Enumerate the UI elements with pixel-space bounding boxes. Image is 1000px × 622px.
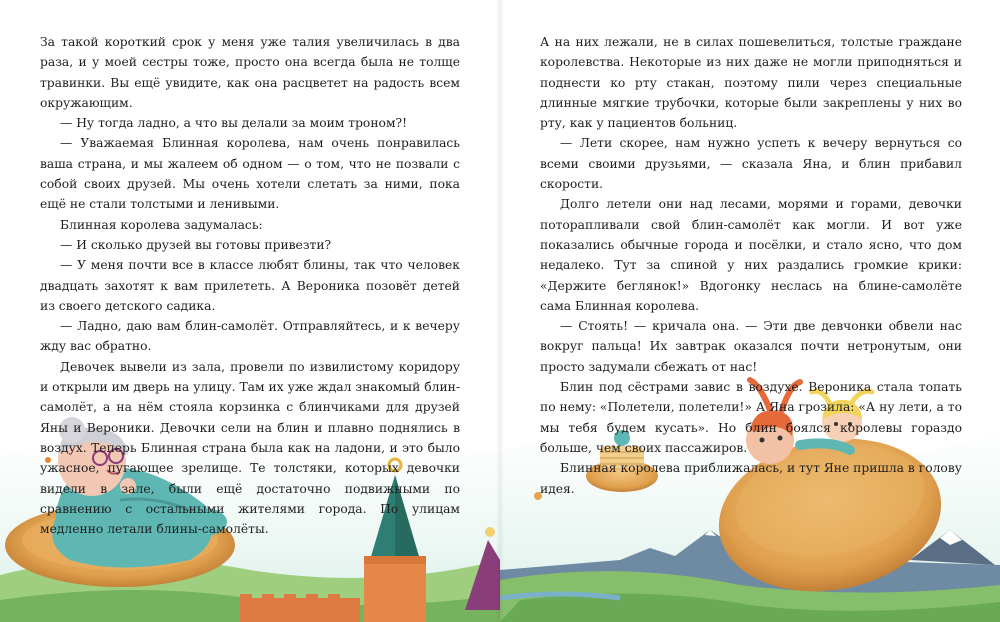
left-text bbox=[40, 32, 460, 539]
castle-wall bbox=[240, 598, 360, 622]
paragraph: Блин под сёстрами завис в воздухе. Вероника стала топать по нему: «Полетели, полетели!» А Яна грозила: «А ну лети, а то мы тебя будем кусать». Но блин боялся королевы гораздо больше, чем своих пассажиров. bbox=[540, 380, 962, 455]
paragraph: — Ладно, даю вам блин-самолёт. Отправляйтесь, и к вечеру жду вас обратно. bbox=[40, 319, 460, 354]
paragraph: Блинная королева задумалась: bbox=[60, 217, 263, 232]
castle-tower bbox=[364, 560, 426, 622]
paragraph: — Уважаемая Блинная королева, нам очень понравилась ваша страна, и мы жалеем об одном — о том, что не позвали с собой своих друзей. Мы очень хотели слетать за ними, пока ещё не стали толстыми и ленивыми. bbox=[40, 136, 460, 212]
paragraph: Девочек вывели из зала, провели по извилистому коридору и открыли им дверь на улицу. Там их уже ждал знакомый блин-самолёт, а на нём стояла корзинка с блинчиками для друзей Яны и Вероники. Девочки сели на блин и плавно поднялись в воздух. Теперь Блинная страна была как на ладони, и это было ужасное, пугающее зрелище. Те толстяки, которых девочки видели в зале, были ещё достаточно подвижными по сравнению с остальными жителями города. По улицам медленно летали блины-самолёты. bbox=[40, 359, 460, 537]
paragraph: — Стоять! — кричала она. — Эти две девчонки обвели нас вокруг пальца! Их завтрак оказался почти нетронутым, они просто задумали сбежать от нас! bbox=[540, 319, 962, 374]
paragraph: Блинная королева приближалась, и тут Яне пришла в голову идея. bbox=[540, 461, 962, 496]
right-page bbox=[500, 0, 1000, 622]
paragraph: — У меня почти все в классе любят блины, так что человек двадцать захотят к вам прилететь. А Вероника позовёт детей из своего детского садика. bbox=[40, 258, 460, 313]
paragraph: За такой короткий срок у меня уже талия увеличилась в два раза, и у моей сестры тоже, просто она всегда была не толще травинки. Вы ещё увидите, как она расцветет на радость всем окружающим. bbox=[40, 35, 460, 110]
paragraph: А на них лежали, не в силах пошевелиться, толстые граждане королевства. Некоторые из них даже не могли приподняться и поднести ко рту стакан, поэтому пили через специальные длинные мягкие трубочки, которые были закреплены у них во рту, как у пациентов больниц. bbox=[540, 35, 962, 131]
paragraph: — Ну тогда ладно, а что вы делали за моим троном?! bbox=[60, 116, 408, 131]
paragraph: — И сколько друзей вы готовы привезти? bbox=[60, 237, 332, 252]
paragraph: Долго летели они над лесами, морями и горами, девочки поторапливали свой блин-самолёт как могли. И вот уже показались обычные города и посёлки, и стало ясно, что дом недалеко. Тут за спиной у них раздались громкие крики: «Держите беглянок!» Вдогонку неслась на блине-самолёте сама Блинная королева. bbox=[540, 197, 962, 313]
paragraph: — Лети скорее, нам нужно успеть к вечеру вернуться со всеми своими друзьями, — сказала Яна, и блин прибавил скорости. bbox=[540, 136, 962, 192]
right-text bbox=[540, 32, 962, 499]
